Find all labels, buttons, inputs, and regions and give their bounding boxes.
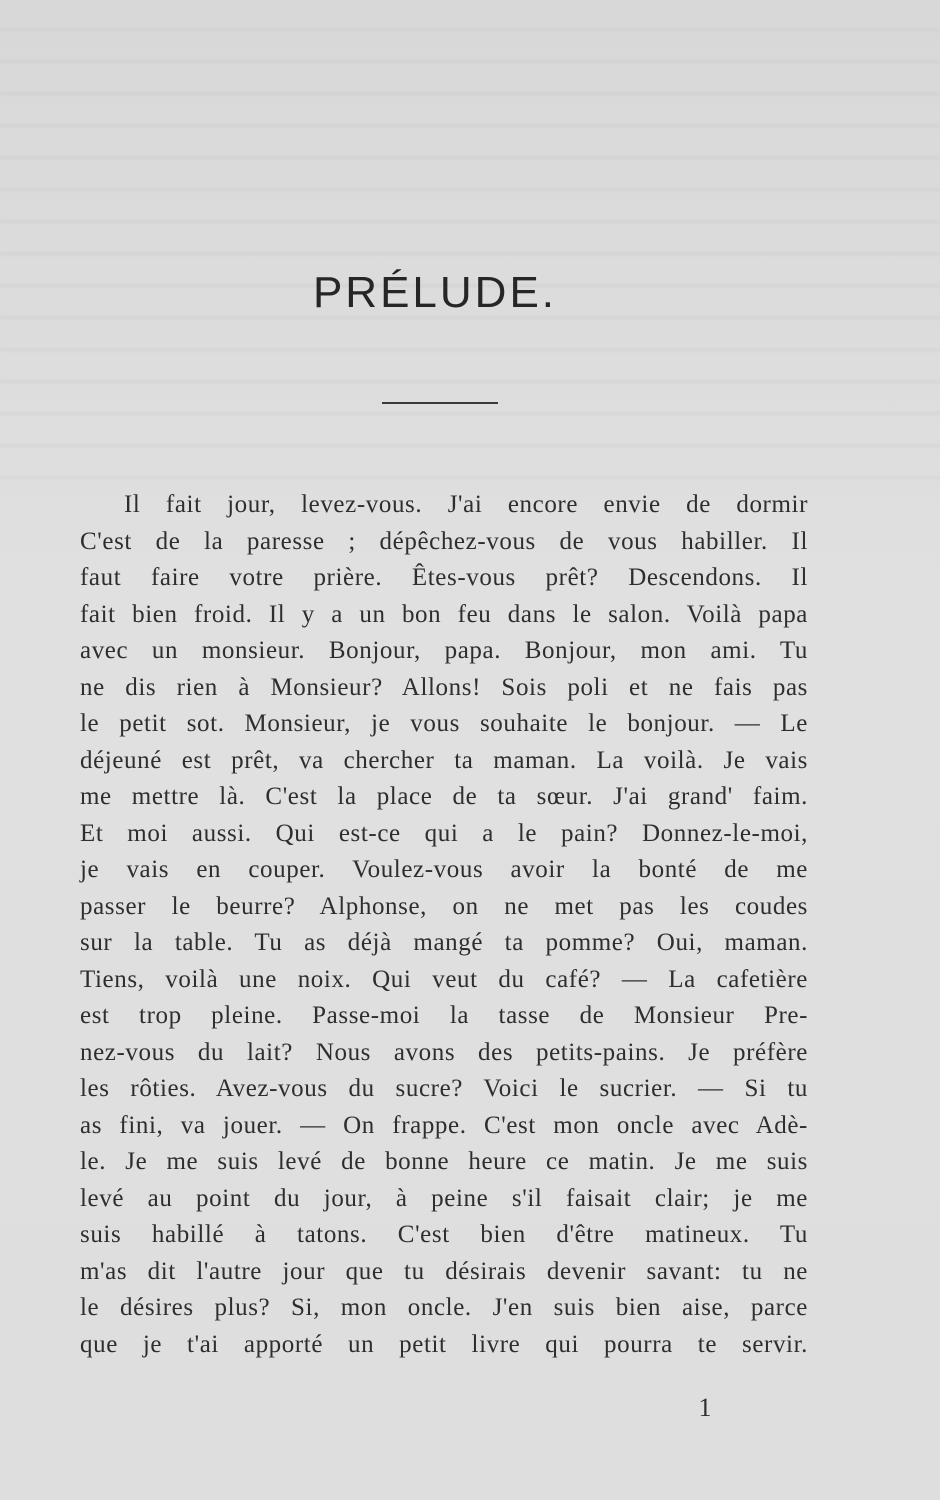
text-line: les rôties. Avez-vous du sucre? Voici le sucrier. — Si tu	[80, 1075, 808, 1102]
text-line: ne dis rien à Monsieur? Allons! Sois poli et ne fais pas	[80, 673, 808, 701]
text-line: Tiens, voilà une noix. Qui veut du café? — La cafetière	[80, 965, 808, 993]
body-text	[80, 487, 808, 1363]
text-line: Et moi aussi. Qui est-ce qui a le pain? Donnez-le-moi,	[80, 819, 808, 847]
text-line: faut faire votre prière. Êtes-vous prêt? Descendons. Il	[80, 564, 808, 591]
text-line: m'as dit l'autre jour que tu désirais devenir savant: tu ne	[80, 1257, 808, 1285]
text-line: C'est de la paresse ; dépêchez-vous de vous habiller. Il	[80, 527, 808, 555]
text-line: passer le beurre? Alphonse, on ne met pas les coudes	[80, 892, 808, 920]
title-divider	[382, 402, 498, 404]
show-through-texture	[0, 0, 940, 480]
text-line: levé au point du jour, à peine s'il faisait clair; je me	[80, 1184, 808, 1212]
text-line: Il fait jour, levez-vous. J'ai encore envie de dormir	[124, 491, 808, 518]
chapter-title: PRÉLUDE.	[312, 268, 558, 317]
text-line: avec un monsieur. Bonjour, papa. Bonjour, mon ami. Tu	[80, 637, 808, 664]
text-line: fait bien froid. Il y a un bon feu dans le salon. Voilà papa	[80, 600, 808, 628]
text-line: me mettre là. C'est la place de ta sœur. J'ai grand' faim.	[80, 783, 808, 810]
page-number: 1	[698, 1393, 712, 1422]
text-line: est trop pleine. Passe-moi la tasse de Monsieur Pre-	[80, 1002, 808, 1029]
text-line: suis habillé à tatons. C'est bien d'être matineux. Tu	[80, 1221, 808, 1248]
text-line: déjeuné est prêt, va chercher ta maman. La voilà. Je vais	[80, 746, 808, 774]
text-line: le petit sot. Monsieur, je vous souhaite le bonjour. — Le	[80, 710, 808, 737]
text-line: je vais en couper. Voulez-vous avoir la bonté de me	[80, 856, 808, 883]
text-line: as fini, va jouer. — On frappe. C'est mon oncle avec Adè-	[80, 1111, 808, 1139]
text-line: le. Je me suis levé de bonne heure ce matin. Je me suis	[80, 1148, 808, 1175]
text-line: sur la table. Tu as déjà mangé ta pomme? Oui, maman.	[80, 929, 808, 956]
text-line: nez-vous du lait? Nous avons des petits-pains. Je préfère	[80, 1038, 808, 1066]
text-line: que je t'ai apporté un petit livre qui pourra te servir.	[80, 1330, 808, 1358]
text-line: le désires plus? Si, mon oncle. J'en suis bien aise, parce	[80, 1294, 808, 1321]
